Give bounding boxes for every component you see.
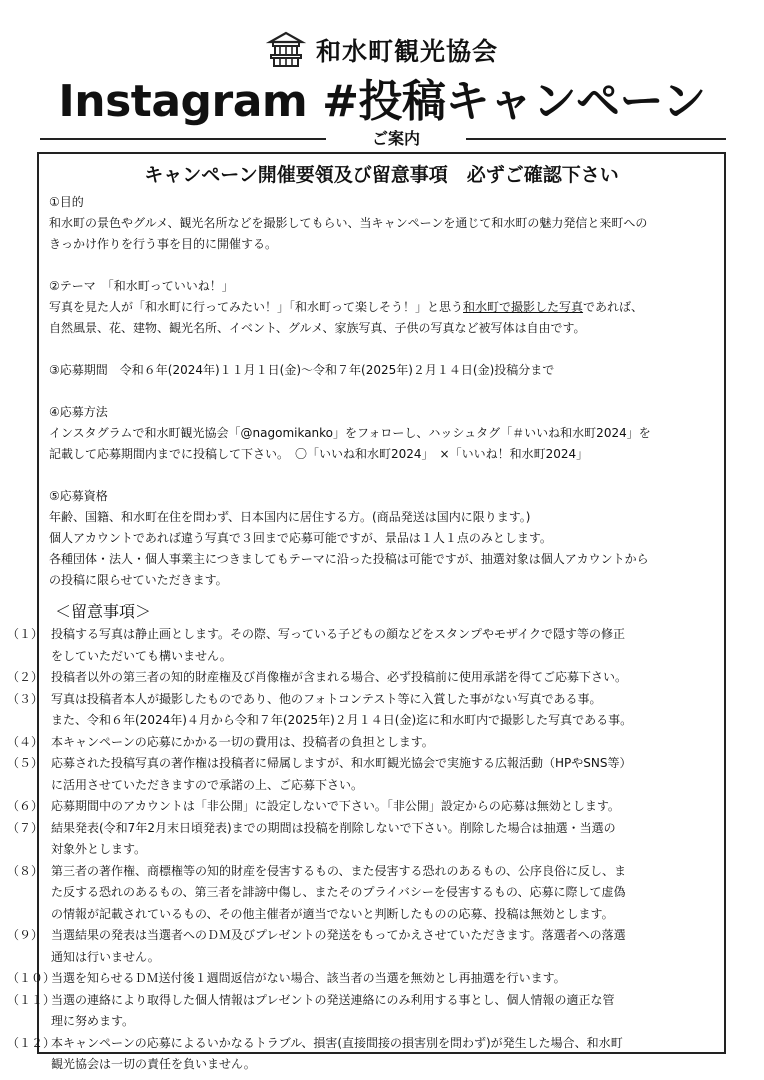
- section-line: 個人アカウントであれば違う写真で３回まで応募可能ですが、景品は１人１点のみとします。: [49, 531, 552, 545]
- note-line: 写真は投稿者本人が撮影したものであり、他のフォトコンテスト等に入賞した事がない写真である事。: [51, 691, 602, 706]
- section-heading: ②テーマ 「和水町っていいね！」: [49, 279, 234, 293]
- note-item: [7, 861, 720, 926]
- sections: [49, 192, 716, 612]
- organization-name: 和水町観光協会: [315, 37, 498, 66]
- section-heading: ④応募方法: [49, 405, 108, 419]
- note-number: （６）: [7, 799, 44, 813]
- note-item: [7, 925, 720, 968]
- subtitle: ご案内: [371, 129, 420, 148]
- text-segment: であれば、: [583, 300, 644, 314]
- section-line: 年齢、国籍、和水町在住を問わず、日本国内に居住する方。(商品発送は国内に限ります。): [49, 510, 531, 524]
- divider-right: [466, 138, 726, 140]
- note-number: （１）: [7, 627, 44, 641]
- section-heading: ③応募期間 令和６年(2024年)１１月１日(金)～令和７年(2025年)２月１４日(金)投稿分まで: [49, 363, 555, 377]
- note-number: （１２）: [7, 1035, 56, 1050]
- note-line: 投稿する写真は静止画とします。その際、写っている子どもの顔などをスタンプやモザイクで隠す等の修正: [51, 627, 625, 641]
- note-line: 投稿者以外の第三者の知的財産権及び肖像権が含まれる場合、必ず投稿前に使用承諾を得てご応募下さい。: [51, 670, 628, 684]
- note-line: 通知は行いません。: [51, 949, 160, 964]
- note-item: [7, 667, 720, 689]
- note-line: 本キャンペーンの応募によるいかなるトラブル、損害(直接間接の損害別を問わず)が発生した場合、和水町: [51, 1035, 623, 1050]
- section-theme: [49, 276, 716, 339]
- note-line: 応募期間中のアカウントは「非公開」に設定しないで下さい。「非公開」設定からの応募は無効とします。: [51, 799, 620, 813]
- section-method: [49, 402, 716, 465]
- page-title: Instagram #投稿キャンペーン: [58, 76, 706, 127]
- note-item: [7, 818, 720, 861]
- organization-header: [0, 30, 764, 70]
- section-heading: ①目的: [49, 195, 84, 209]
- note-line: 当選を知らせるＤＭ送付後１週間返信がない場合、該当者の当選を無効とし再抽選を行います。: [51, 971, 566, 985]
- note-line: の情報が記載されているもの、その他主催者が適当でないと判断したものの応募、投稿は無効とします。: [51, 906, 614, 921]
- note-number: （９）: [7, 928, 44, 942]
- note-number: （４）: [7, 734, 44, 749]
- section-heading: ⑤応募資格: [49, 489, 108, 503]
- note-item: [7, 624, 720, 667]
- text-segment: 写真を見た人が「和水町に行ってみたい！」「和水町って楽しそう！」と思う: [49, 300, 464, 314]
- building-icon: [266, 31, 306, 69]
- section-line: [49, 297, 716, 318]
- note-line: 当選の連絡により取得した個人情報はプレゼントの発送連絡にのみ利用する事とし、個人情報の適正な管: [51, 992, 615, 1007]
- section-line: 各種団体・法人・個人事業主につきましてもテーマに沿った投稿は可能ですが、抽選対象は個人アカウントから: [49, 552, 649, 566]
- note-line: 結果発表(令和7年2月末日頃発表)までの期間は投稿を削除しないで下さい。削除した場合は抽選・当選の: [51, 820, 616, 835]
- note-number: （１１）: [7, 992, 56, 1007]
- note-number: （８）: [7, 863, 44, 878]
- note-number: （３）: [7, 691, 44, 706]
- note-line: 対象外とします。: [51, 842, 147, 856]
- content-frame: [7, 152, 726, 1071]
- note-item: [7, 1033, 720, 1076]
- notes-list: [7, 624, 720, 1076]
- divider-left: [40, 138, 326, 140]
- note-number: （１０）: [7, 971, 56, 985]
- note-line: 本キャンペーンの応募にかかる一切の費用は、投稿者の負担とします。: [51, 734, 434, 749]
- note-number: （２）: [7, 670, 44, 684]
- note-line: 当選結果の発表は当選者へのＤＭ及びプレゼントの発送をもってかえさせていただきます。落選者への落選: [51, 928, 626, 942]
- section-line: 記載して応募期間内までに投稿して下さい。 〇「いいね和水町2024」 ×「いいね！和水町2024」: [49, 447, 589, 461]
- note-line: 応募された投稿写真の著作権は投稿者に帰属しますが、和水町観光協会で実施する広報活動（HPやSNS等）: [51, 756, 632, 770]
- section-eligibility: [49, 486, 716, 591]
- note-line: に活用させていただきますので承諾の上、ご応募下さい。: [51, 777, 364, 792]
- note-line: をしていただいても構いません。: [51, 648, 232, 663]
- section-period: [49, 360, 716, 381]
- section-purpose: [49, 192, 716, 255]
- note-number: （７）: [7, 820, 44, 835]
- note-item: [7, 968, 720, 990]
- subtitle-row: [40, 128, 726, 150]
- underlined-text: 和水町で撮影した写真: [463, 300, 584, 314]
- section-line: の投稿に限らせていただきます。: [49, 573, 228, 587]
- frame-heading: キャンペーン開催要領及び留意事項 必ずご確認下さい: [144, 164, 619, 186]
- notes-title: ＜留意事項＞: [55, 602, 152, 621]
- note-line: 第三者の著作権、商標権等の知的財産を侵害するもの、また侵害する恐れのあるもの、公序良俗に反し、ま: [51, 863, 627, 878]
- note-number: （５）: [7, 756, 44, 770]
- note-line: 理に努めます。: [51, 1014, 135, 1028]
- section-line: きっかけ作りを行う事を目的に開催する。: [49, 237, 278, 251]
- section-line: 和水町の景色やグルメ、観光名所などを撮影してもらい、当キャンペーンを通じて和水町の魅力発信と来町への: [49, 216, 648, 230]
- note-item: [7, 753, 720, 796]
- note-line: また、令和６年(2024年)４月から令和７年(2025年)２月１４日(金)迄に和水町内で撮影した写真である事。: [51, 713, 633, 727]
- note-line: 観光協会は一切の責任を負いません。: [51, 1057, 256, 1071]
- section-line: 自然風景、花、建物、観光名所、イベント、グルメ、家族写真、子供の写真など被写体は自由です。: [49, 321, 586, 335]
- note-item: [7, 689, 720, 732]
- note-item: [7, 990, 720, 1033]
- section-line: インスタグラムで和水町観光協会「@nagomikanko」をフォローし、ハッシュタグ「＃いいね和水町2024」を: [49, 426, 651, 440]
- note-item: [7, 732, 720, 754]
- note-item: [7, 796, 720, 818]
- note-line: た反する恐れのあるもの、第三者を誹謗中傷し、またそのプライバシーを侵害するもの、応募に際して虚偽: [51, 885, 626, 899]
